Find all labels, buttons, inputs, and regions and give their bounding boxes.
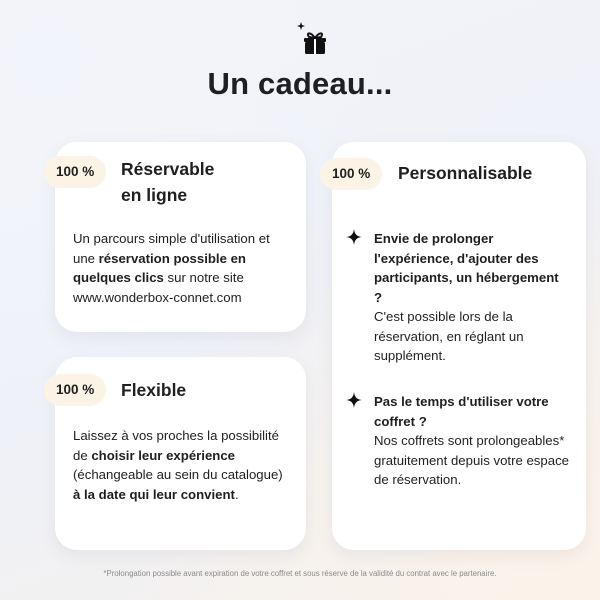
personnalisable-item2-text: Nos coffrets sont prolongeables* gratuitement depuis votre espace de réservation.: [374, 433, 569, 487]
gift-icon: [296, 18, 328, 56]
reservable-title: [121, 156, 214, 208]
flexible-text-1: Laissez à vos proches la possibilité de: [73, 428, 279, 463]
flexible-text-bold-1: choisir leur expérience: [91, 447, 236, 463]
reservable-text-bold-1: réservation possible en quelques clics: [73, 250, 246, 285]
reservable-description: [73, 229, 287, 307]
personnalisable-item2-bold: Pas le temps d'utiliser votre coffret ?: [374, 394, 549, 429]
reservable-text-1: Un parcours simple d'utilisation et une: [73, 231, 270, 266]
personnalisable-item-2: [374, 392, 570, 490]
flexible-title: Flexible: [121, 380, 187, 400]
sparkle-icon: [346, 392, 362, 408]
reservable-title-line2: en ligne: [121, 185, 188, 205]
flexible-text-bold-2: à la date qui leur convient: [73, 486, 235, 502]
flexible-description: [73, 426, 287, 504]
reservable-text-2: sur notre site www.wonderbox-connet.com: [73, 270, 244, 305]
personnalisable-title: Personnalisable: [398, 163, 533, 183]
footnote: *Prolongation possible avant expiration de votre coffret et sous réserve de la validité du contrat avec le partenaire.: [103, 569, 497, 578]
flexible-text-2: (échangeable au sein du catalogue): [73, 467, 283, 482]
flexible-text-3: .: [234, 486, 239, 502]
reservable-badge: 100 %: [44, 156, 106, 188]
personnalisable-item1-bold: Envie de prolonger l'expérience, d'ajouter des participants, un hébergement ?: [374, 231, 559, 305]
page-title: Un cadeau...: [207, 66, 393, 101]
flexible-badge: 100 %: [44, 374, 106, 406]
personnalisable-badge: 100 %: [320, 158, 382, 190]
reservable-title-line1: Réservable: [121, 159, 215, 179]
personnalisable-item1-text: C'est possible lors de la réservation, en réglant un supplément.: [374, 309, 524, 363]
sparkle-icon: [346, 229, 362, 245]
personnalisable-item-1: [374, 229, 570, 366]
